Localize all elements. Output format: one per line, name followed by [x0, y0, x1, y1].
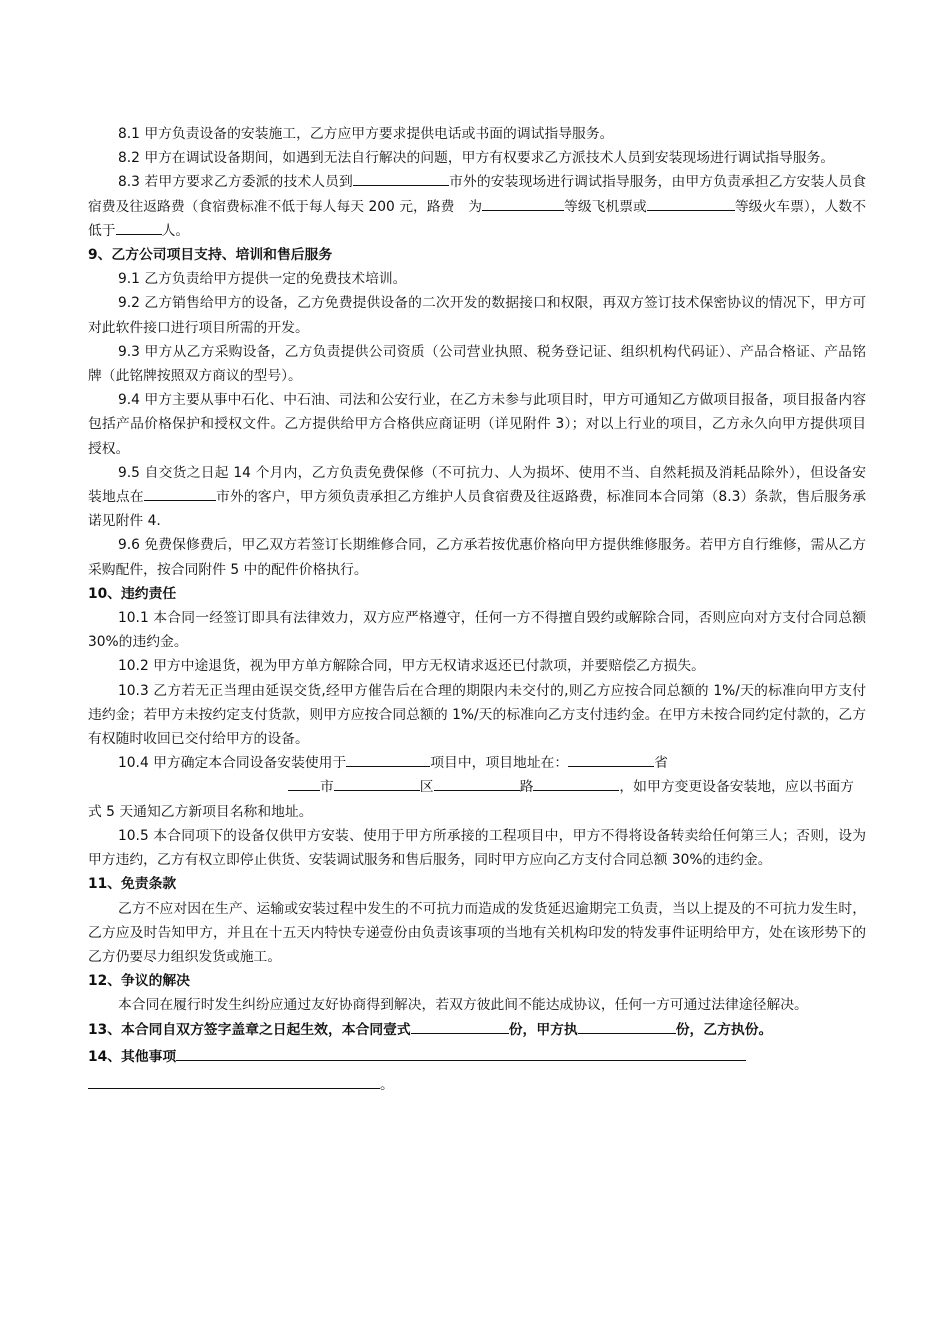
section-14-end-mark: 。 [380, 1076, 394, 1093]
clause-8-1: 8.1 甲方负责设备的安装施工，乙方应甲方要求提供电话或书面的调试指导服务。 [118, 126, 614, 142]
clause-10-5: 10.5 本合同项下的设备仅供甲方安装、使用于甲方所承接的工程项目中，甲方不得将设备转卖给任何第三人；否则，设为甲方违约，乙方有权立即停止供货、安装调试服务和售后服务，同时甲方应向乙方支付合同总额 30%的违约金。 [88, 827, 866, 869]
section-9-heading: 9、乙方公司项目支持、培训和售后服务 [88, 247, 333, 264]
blank-total-copies-field[interactable] [411, 1018, 509, 1034]
clause-10-4-text-d: 市 [320, 779, 334, 796]
clause-10-4-text-f: 路 [519, 779, 534, 796]
blank-province-field[interactable] [568, 751, 654, 767]
clause-8-3-text-b: 市外的安装现场进行调试指导服务，由甲方负责承担乙方安装人员食宿费及往返路费（食宿费标准不低于每人每天 200 元，路费 为 [88, 174, 867, 215]
blank-city-field[interactable] [353, 170, 449, 186]
section-13-text-b: 份，甲方执 [508, 1021, 578, 1038]
clause-10-2: 10.2 甲方中途退货，视为甲方单方解除合同，甲方无权请求返还已付款项，并要赔偿乙方损失。 [118, 658, 705, 675]
blank-road-field[interactable] [533, 775, 619, 791]
blank-party-a-copies-field[interactable] [578, 1018, 676, 1034]
clause-9-5 [88, 461, 866, 534]
section-14-continuation [88, 1073, 866, 1097]
section-14-label: 14、其他事项 [88, 1048, 177, 1065]
section-13 [88, 1018, 866, 1042]
blank-headcount-field[interactable] [116, 219, 162, 235]
clause-8-3-text-d: 等级火车票），人数不低于 [88, 198, 867, 239]
clause-12-text: 本合同在履行时发生纠纷应通过友好协商得到解决，若双方彼此间不能达成协议，任何一方可通过法律途径解决。 [118, 997, 808, 1014]
section-13-text-a: 13、本合同自双方签字盖章之日起生效，本合同壹式 [88, 1021, 411, 1038]
clause-10-1: 10.1 本合同一经签订即具有法律效力，双方应严格遵守，任何一方不得擅自毁约或解除合同，否则应向对方支付合同总额 30%的违约金。 [88, 610, 866, 651]
blank-district-field[interactable] [434, 775, 520, 791]
blank-city-name-field[interactable] [334, 775, 420, 791]
section-12-heading: 12、争议的解决 [88, 973, 190, 990]
clause-8-2: 8.2 甲方在调试设备期间，如遇到无法自行解决的问题，甲方有权要求乙方派技术人员到安装现场进行调试指导服务。 [118, 150, 835, 167]
clause-9-3: 9.3 甲方从乙方采购设备，乙方负责提供公司资质（公司营业执照、税务登记证、组织机构代码证）、产品合格证、产品铭牌（此铭牌按照双方商议的型号）。 [88, 343, 866, 385]
clause-11-text: 乙方不应对因在生产、运输或安装过程中发生的不可抗力而造成的发货延迟逾期完工负责，当以上提及的不可抗力发生时，乙方应及时告知甲方，并且在十五天内特快专递壹份由负责该事项的当地有关机构印发的特发事件证明给甲方，处在该形势下的乙方仍要尽力组织发货或施工。 [88, 900, 866, 965]
blank-other-matters-continued-field[interactable] [88, 1073, 380, 1089]
clause-10-3: 10.3 乙方若无正当理由延误交货,经甲方催告后在合理的期限内未交付的,则乙方应按合同总额的 1%/天的标准向甲方支付违约金；若甲方未按约定支付货款，则甲方应按合同总额的 1%/天的标准向乙方支付违约金。在甲方未按合同约定付款的，乙方有权随时收回已交付给甲方的设备。 [88, 682, 866, 748]
clause-10-4-text-c: 省 [654, 755, 669, 772]
clause-10-4 [88, 751, 866, 824]
blank-install-city-field[interactable] [144, 485, 216, 501]
section-14 [88, 1045, 866, 1069]
clause-10-4-text-a: 10.4 甲方确定本合同设备安装使用于 [118, 755, 347, 772]
clause-9-2: 9.2 乙方销售给甲方的设备，乙方免费提供设备的二次开发的数据接口和权限，再双方签订技术保密协议的情况下，甲方可对此软件接口进行项目所需的开发。 [88, 295, 866, 336]
clause-8-3-text-a: 8.3 若甲方要求乙方委派的技术人员到 [118, 174, 353, 191]
clause-9-1: 9.1 乙方负责给甲方提供一定的免费技术培训。 [118, 271, 407, 288]
blank-flight-class-field[interactable] [482, 195, 564, 211]
clause-10-4-text-b: 项目中，项目地址在： [430, 755, 569, 772]
blank-other-matters-field[interactable] [176, 1045, 746, 1061]
blank-project-name-field[interactable] [346, 751, 430, 767]
section-10-heading: 10、违约责任 [88, 585, 177, 602]
blank-train-class-field[interactable] [647, 195, 735, 211]
clause-8-3-text-e: 人。 [161, 222, 190, 239]
clause-10-4-text-g: ，如甲方变更设备安装地，应以书面方式 5 天通知乙方新项目名称和地址。 [88, 779, 854, 820]
clause-9-4: 9.4 甲方主要从事中石化、中石油、司法和公安行业，在乙方未参与此项目时，甲方可通知乙方做项目报备，项目报备内容包括产品价格保护和授权文件。乙方提供给甲方合格供应商证明（详见附件 3）；对以上行业的项目，乙方永久向甲方提供项目授权。 [88, 392, 866, 457]
clause-8-3-text-c: 等级飞机票或 [564, 198, 647, 215]
clause-9-5-text-b: 市外的客户，甲方须负责承担乙方维护人员食宿费及往返路费，标准同本合同第（8.3）条款，售后服务承诺见附件 4. [88, 489, 866, 530]
contract-page [88, 122, 866, 1097]
blank-city-prefix-field[interactable] [288, 775, 320, 791]
clause-9-5-text-a: 9.5 自交货之日起 14 个月内，乙方负责免费保修（不可抗力、人为损坏、使用不当、自然耗损及消耗品除外），但设备安装地点在 [88, 464, 866, 506]
section-11-heading: 11、免责条款 [88, 876, 177, 893]
clause-10-4-text-e: 区 [419, 779, 434, 796]
clause-8-3 [88, 170, 866, 243]
clause-9-6: 9.6 免费保修费后，甲乙双方若签订长期维修合同，乙方承若按优惠价格向甲方提供维修服务。若甲方自行维修，需从乙方采购配件，按合同附件 5 中的配件价格执行。 [88, 537, 866, 578]
section-13-text-c: 份，乙方执份。 [675, 1021, 773, 1038]
